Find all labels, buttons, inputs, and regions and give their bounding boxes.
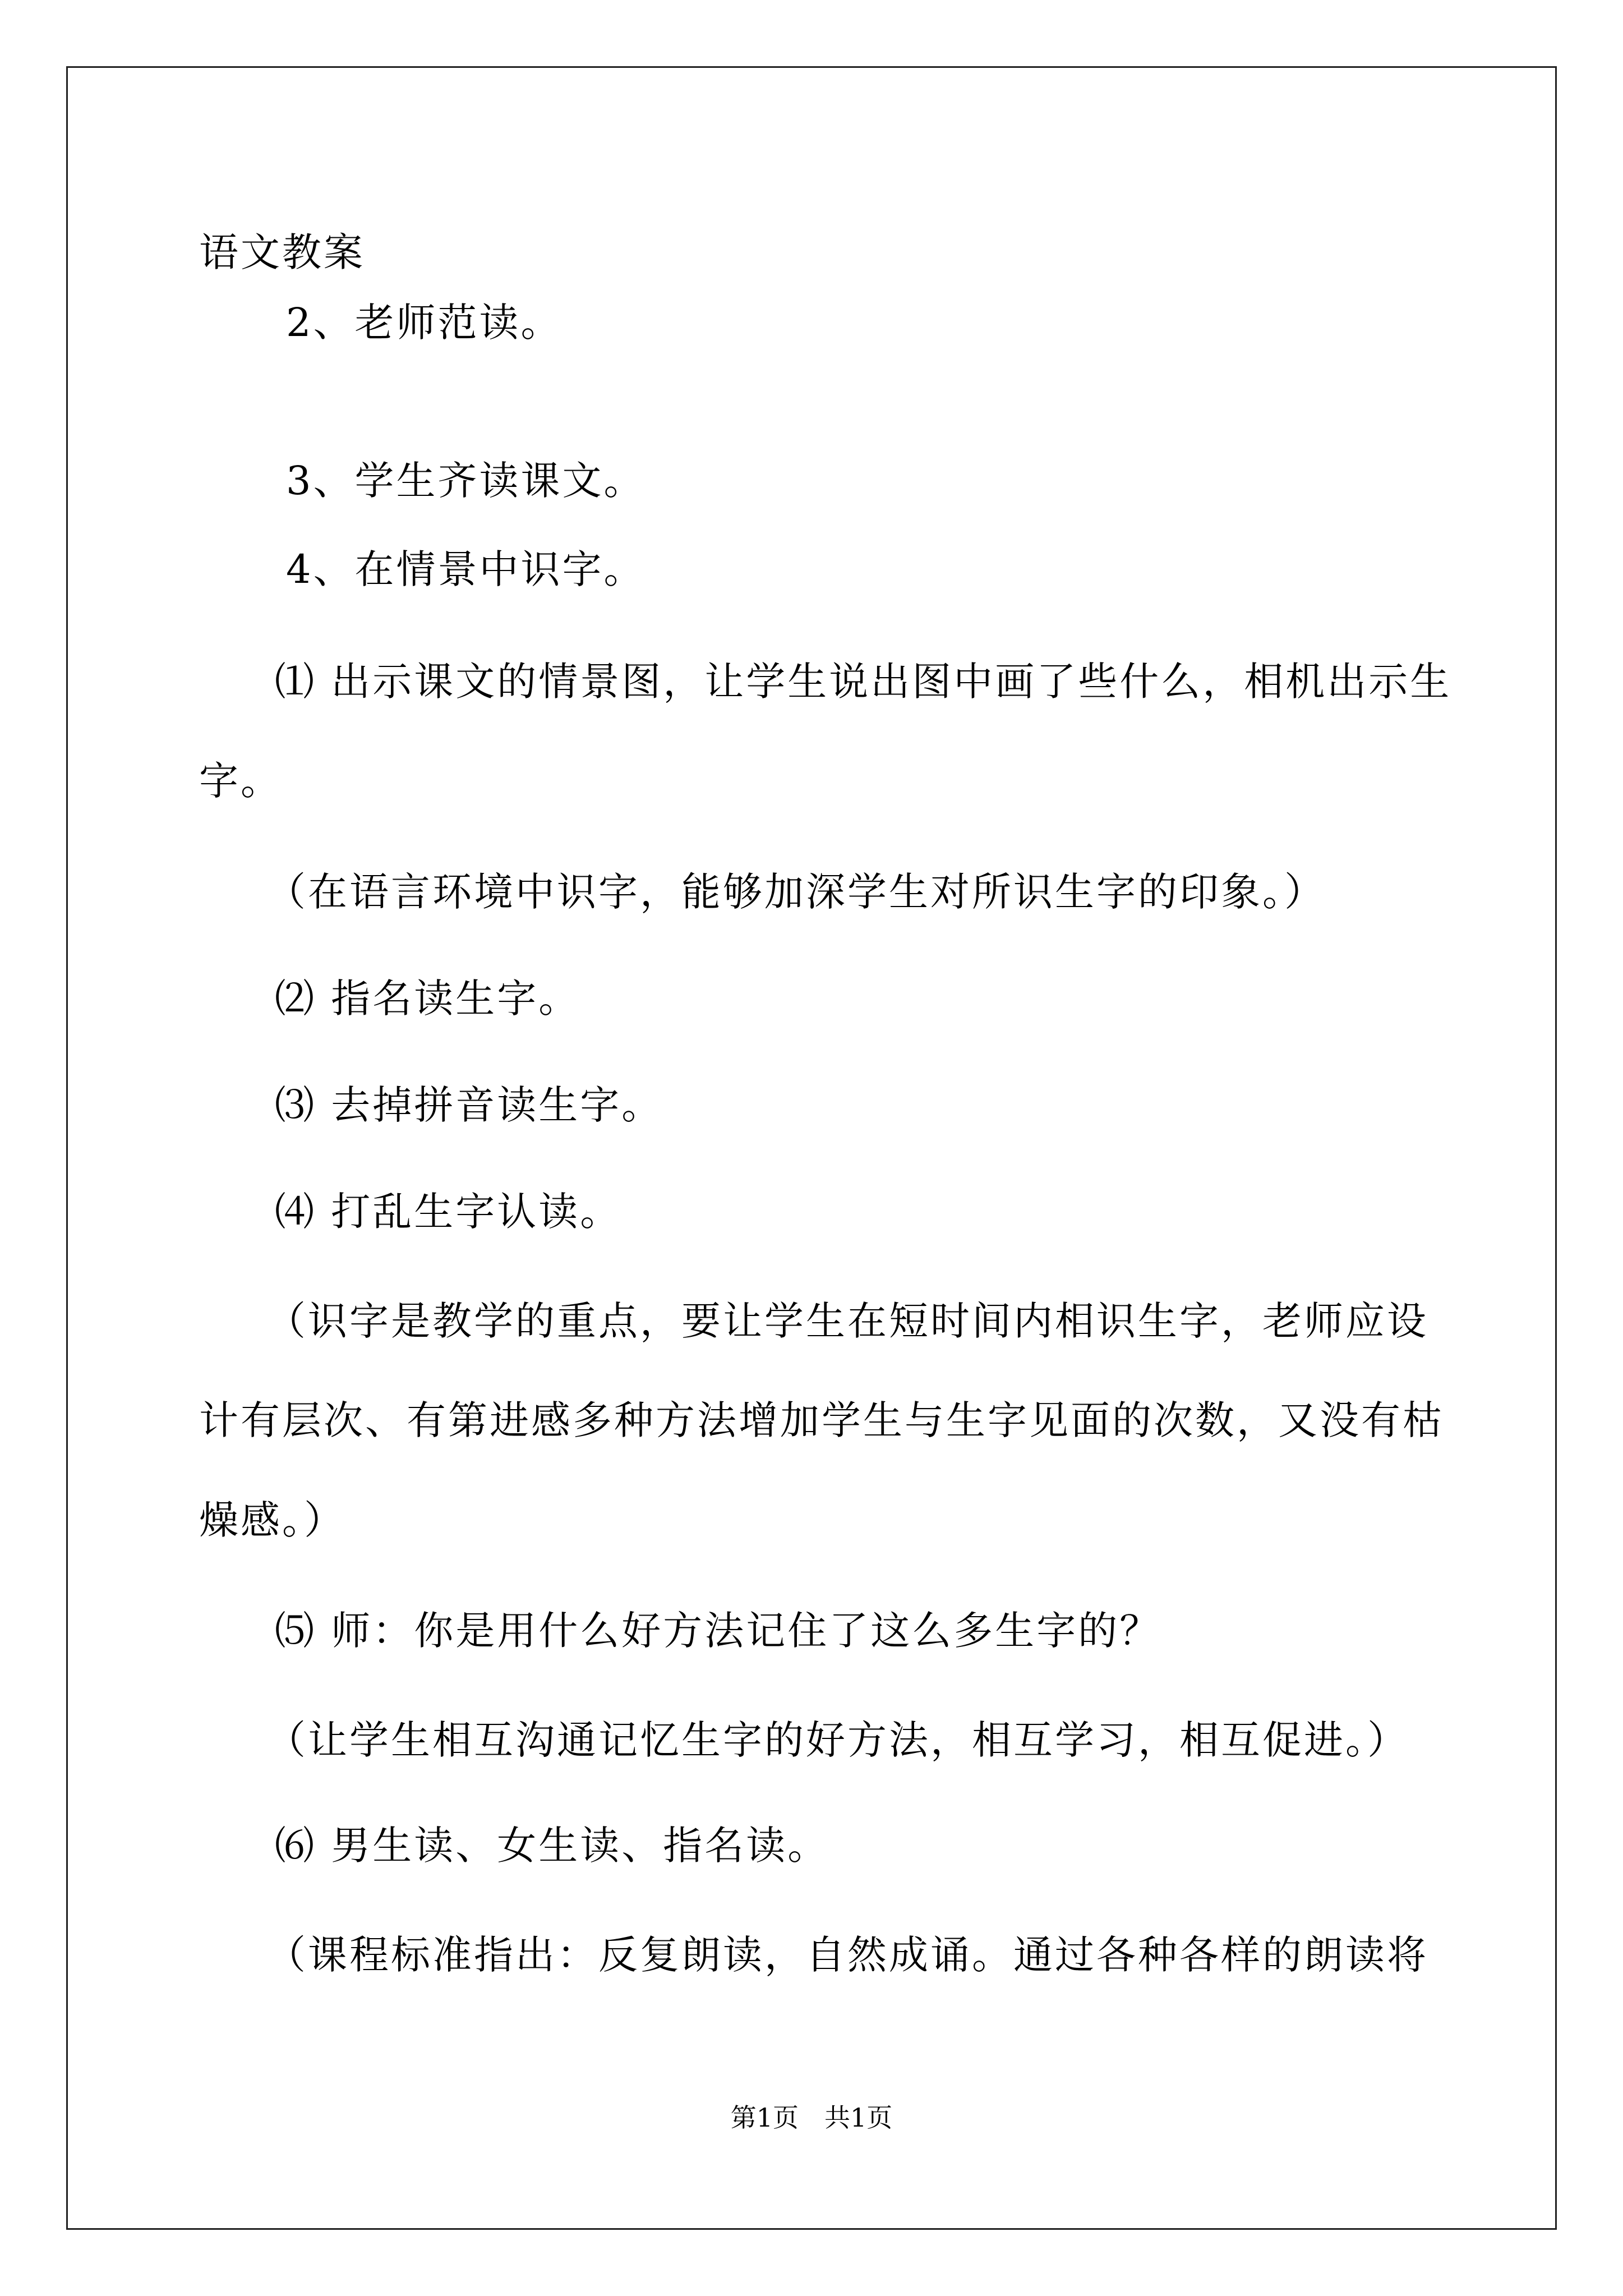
paragraph-line: 3、学生齐读课文。	[286, 458, 645, 504]
paragraph-line: （识字是教学的重点，要让学生在短时间内相识生字，老师应设	[266, 1298, 1428, 1344]
paragraph-line: ⑶ 去掉拼音读生字。	[275, 1082, 663, 1128]
paragraph-line: （在语言环境中识字，能够加深学生对所识生字的印象。）	[266, 869, 1326, 915]
paragraph-line: ⑵ 指名读生字。	[275, 976, 580, 1022]
paragraph-line: 2、老师范读。	[286, 300, 562, 346]
paragraph-line: ⑷ 打乱生字认读。	[275, 1189, 622, 1235]
paragraph-line: ⑴ 出示课文的情景图，让学生说出图中画了些什么，相机出示生	[275, 659, 1452, 705]
paragraph-line: （让学生相互沟通记忆生字的好方法，相互学习，相互促进。）	[266, 1717, 1409, 1763]
paragraph-line: 燥感。）	[199, 1497, 345, 1543]
paragraph-line: 4、在情景中识字。	[286, 546, 645, 592]
document-title: 语文教案	[199, 229, 365, 275]
page-footer: 第1页 共1页	[730, 2102, 893, 2133]
paragraph-line: ⑸ 师：你是用什么好方法记住了这么多生字的？	[275, 1608, 1161, 1654]
paragraph-line: 计有层次、有第进感多种方法增加学生与生字见面的次数，又没有枯	[199, 1397, 1444, 1443]
paragraph-line: 字。	[199, 758, 282, 804]
paragraph-line: （课程标准指出：反复朗读，自然成诵。通过各种各样的朗读将	[266, 1932, 1428, 1978]
page-border	[66, 66, 1557, 2230]
paragraph-line: ⑹ 男生读、女生读、指名读。	[275, 1823, 829, 1869]
